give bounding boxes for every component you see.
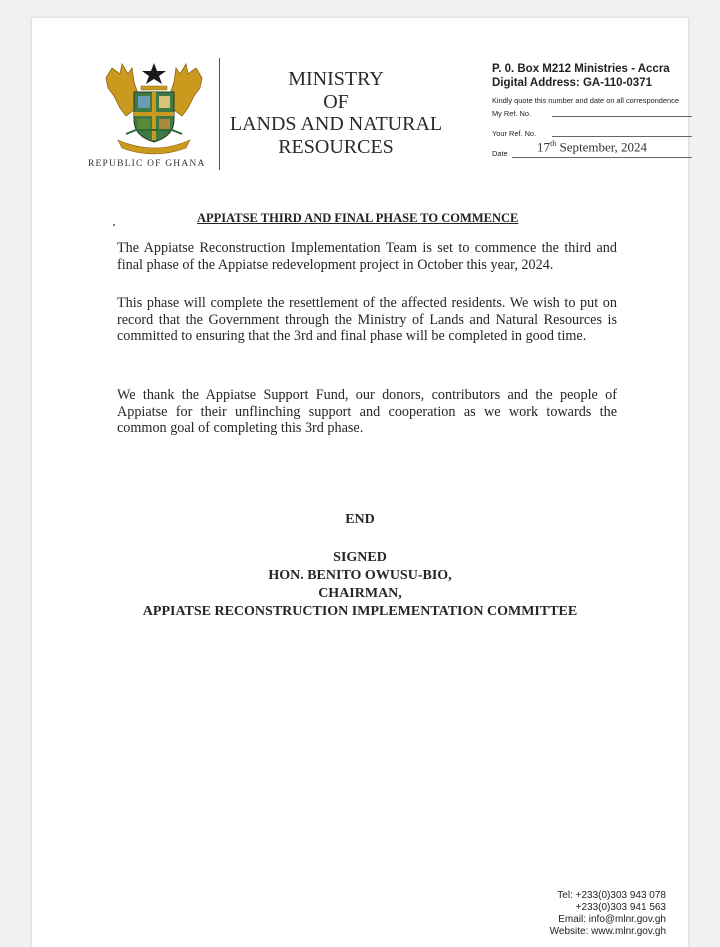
my-ref-row	[492, 109, 692, 125]
date-value	[537, 139, 647, 155]
quote-note: Kindly quote this number and date on all correspondence	[492, 96, 679, 105]
committee-name: APPIATSE RECONSTRUCTION IMPLEMENTATION COMMITTEE	[142, 604, 578, 619]
ministry-name	[220, 68, 452, 158]
ghana-coat-of-arms-icon	[104, 60, 204, 156]
paragraph: The Appiatse Reconstruction Implementation Team is set to commence the third and final phase of the Appiatse redevelopment project in October this year, 2024.	[117, 240, 617, 273]
address-block	[492, 62, 692, 159]
po-box: P. 0. Box M212 Ministries - Accra	[492, 63, 670, 75]
tel-1: Tel: +233(0)303 943 078	[557, 890, 666, 901]
republic-of-ghana-label: REPUBLIC OF GHANA	[88, 159, 206, 169]
ministry-line: LANDS AND NATURAL	[229, 113, 443, 135]
email: Email: info@mlnr.gov.gh	[558, 914, 666, 925]
letter-page	[32, 18, 688, 947]
date-row	[492, 139, 692, 159]
date-suffix: th	[550, 139, 557, 148]
paragraph: We thank the Appiatse Support Fund, our donors, contributors and the people of Appiatse for their unflinching support and cooperation as we work towards the common goal of completing this 3rd phase.	[117, 387, 617, 436]
signed-label: SIGNED	[333, 550, 387, 565]
my-ref-line	[552, 116, 692, 117]
your-ref-line	[552, 136, 692, 137]
ministry-line: MINISTRY	[288, 68, 384, 90]
date-line	[512, 157, 692, 158]
date-label: Date	[492, 149, 508, 158]
ministry-line: RESOURCES	[278, 135, 394, 158]
headline: APPIATSE THIRD AND FINAL PHASE TO COMMENCE	[197, 211, 519, 225]
end-label: END	[345, 512, 375, 527]
digital-address: Digital Address: GA-110-0371	[492, 77, 652, 89]
signatory-name: HON. BENITO OWUSU-BIO,	[268, 568, 452, 583]
speck-dot	[113, 224, 115, 226]
paragraph: This phase will complete the resettlement of the affected residents. We wish to put on record that the Government through the Ministry of Lands and Natural Resources is committed to ensuring that the 3rd and final phase will be completed in good time.	[117, 295, 617, 344]
date-day: 17	[537, 139, 550, 155]
website: Website: www.mlnr.gov.gh	[549, 926, 666, 937]
signatory-title: CHAIRMAN,	[318, 586, 402, 601]
ministry-line: OF	[323, 90, 349, 113]
tel-2: +233(0)303 941 563	[575, 902, 666, 913]
contact-block	[452, 890, 666, 938]
your-ref-label: Your Ref. No.	[492, 129, 537, 138]
date-rest: September, 2024	[556, 139, 648, 155]
my-ref-label: My Ref. No.	[492, 109, 532, 118]
